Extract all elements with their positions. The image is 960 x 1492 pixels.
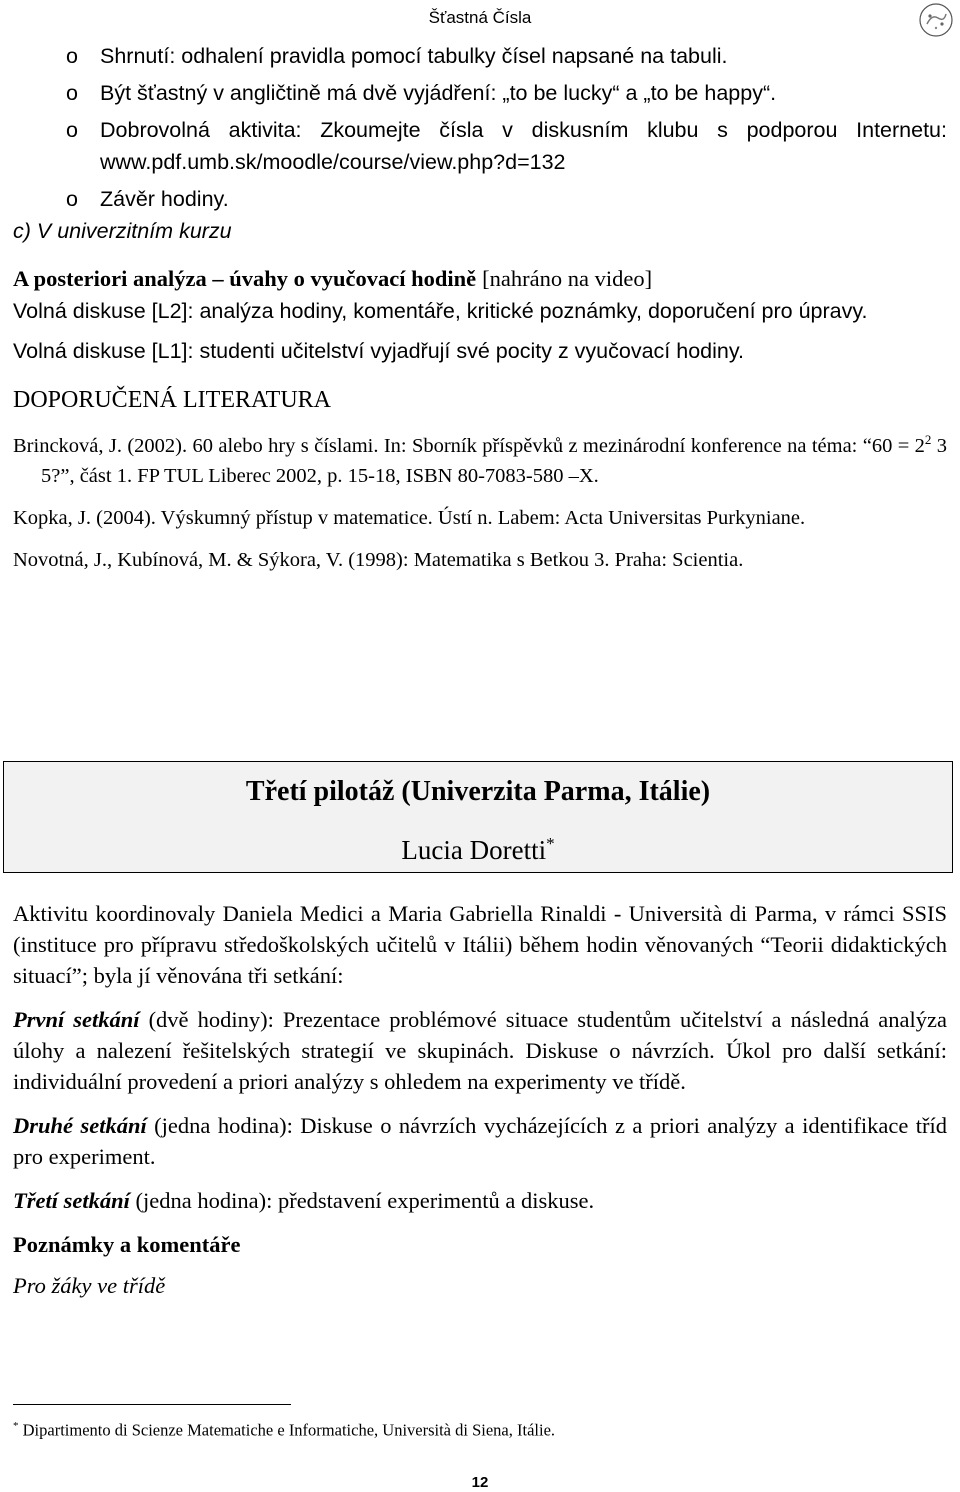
project-logo-icon [918,2,954,38]
upper-content [13,40,947,587]
analysis-note: [nahráno na video] [482,266,653,291]
section-c-heading: c) V univerzitním kurzu [13,219,232,243]
list-item: o Závěr hodiny. [66,187,229,211]
analysis-paragraph [13,263,947,327]
notes-subheading: Pro žáky ve třídě [13,1273,166,1298]
meeting-2-label: Druhé setkání [13,1113,147,1138]
footnote-divider [13,1404,291,1405]
section-author: Lucia Doretti* [401,834,555,865]
notes-heading: Poznámky a komentáře [13,1232,241,1257]
meeting-3-paragraph: Třetí setkání (jedna hodina): představení experimentů a diskuse. [13,1188,595,1213]
list-item: o Být šťastný v angličtině má dvě vyjádření: „to be lucky“ a „to be happy“. [66,81,777,105]
reference-item: Novotná, J., Kubínová, M. & Sýkora, V. (1998): Matematika s Betkou 3. Praha: Scientia. [13,549,744,571]
meeting-3-label: Třetí setkání [13,1188,130,1213]
reference-item: Kopka, J. (2004). Výskumný přístup v matematice. Ústí n. Labem: Acta Universitas Purkyniane. [13,507,806,529]
list-item: o Shrnutí: odhalení pravidla pomocí tabulky čísel napsané na tabuli. [66,44,728,68]
section-title-box [3,761,953,873]
header-title: Šťastná Čísla [428,8,532,27]
analysis-p2: Volná diskuse [L1]: studenti učitelství vyjadřují své pocity z vyučovací hodiny. [13,339,744,363]
analysis-title: A posteriori analýza – úvahy o vyučovací hodině [13,266,477,291]
summary-list [13,40,947,215]
reference-item: Brincková, J. (2002). 60 alebo hry s číslami. In: Sborník příspěvků z mezinárodní konference na téma: “$60 = 2^2$ 3 5?”, část 1. FP TUL Liberec 2002, p. 15-18, ISBN 80-7083-580 –X. [13,432,947,487]
author-footnote-mark: * [546,834,555,853]
section-title: Třetí pilotáž (Univerzita Parma, Itálie) [245,776,711,807]
page-number: 12 [471,1474,489,1491]
meeting-2-paragraph: Druhé setkání (jedna hodina): Diskuse o návrzích vycházejících z a priori analýzy a identifikace tříd pro experiment. [13,1113,948,1169]
list-item: o Dobrovolná aktivita: Zkoumejte čísla v diskusním klubu s podporou Internetu: www.pdf.umb.sk/moodle/course/view.php?d=132 [66,118,947,174]
meeting-1-paragraph: První setkání (dvě hodiny): Prezentace problémové situace studentům učitelství a následná analýza úlohy a nalezení řešitelských strategií ve skupinách. Diskuse o návrzích. Úkol pro další setkání: individuální provedení a priori analýzy s ohledem na experimenty ve třídě. [13,1007,947,1094]
intro-paragraph: Aktivitu koordinovaly Daniela Medici a Maria Gabriella Rinaldi - Università di Parma, v rámci SSIS (instituce pro přípravu středoškolských učitelů v Itálii) během hodin věnovaných “Teorii didaktických situací”; byla jí věnována tři setkání: [13,901,947,988]
footnote: * Dipartimento di Scienze Matematiche e Informatiche, Università di Siena, Itálie. [13,1420,556,1440]
analysis-p1: Volná diskuse [L2]: analýza hodiny, komentáře, kritické poznámky, doporučení pro úpravy. [13,299,868,323]
body-content [13,898,947,1301]
meeting-1-label: První setkání [13,1007,140,1032]
page-header [0,8,960,28]
literature-heading: DOPORUČENÁ LITERATURA [13,387,331,413]
